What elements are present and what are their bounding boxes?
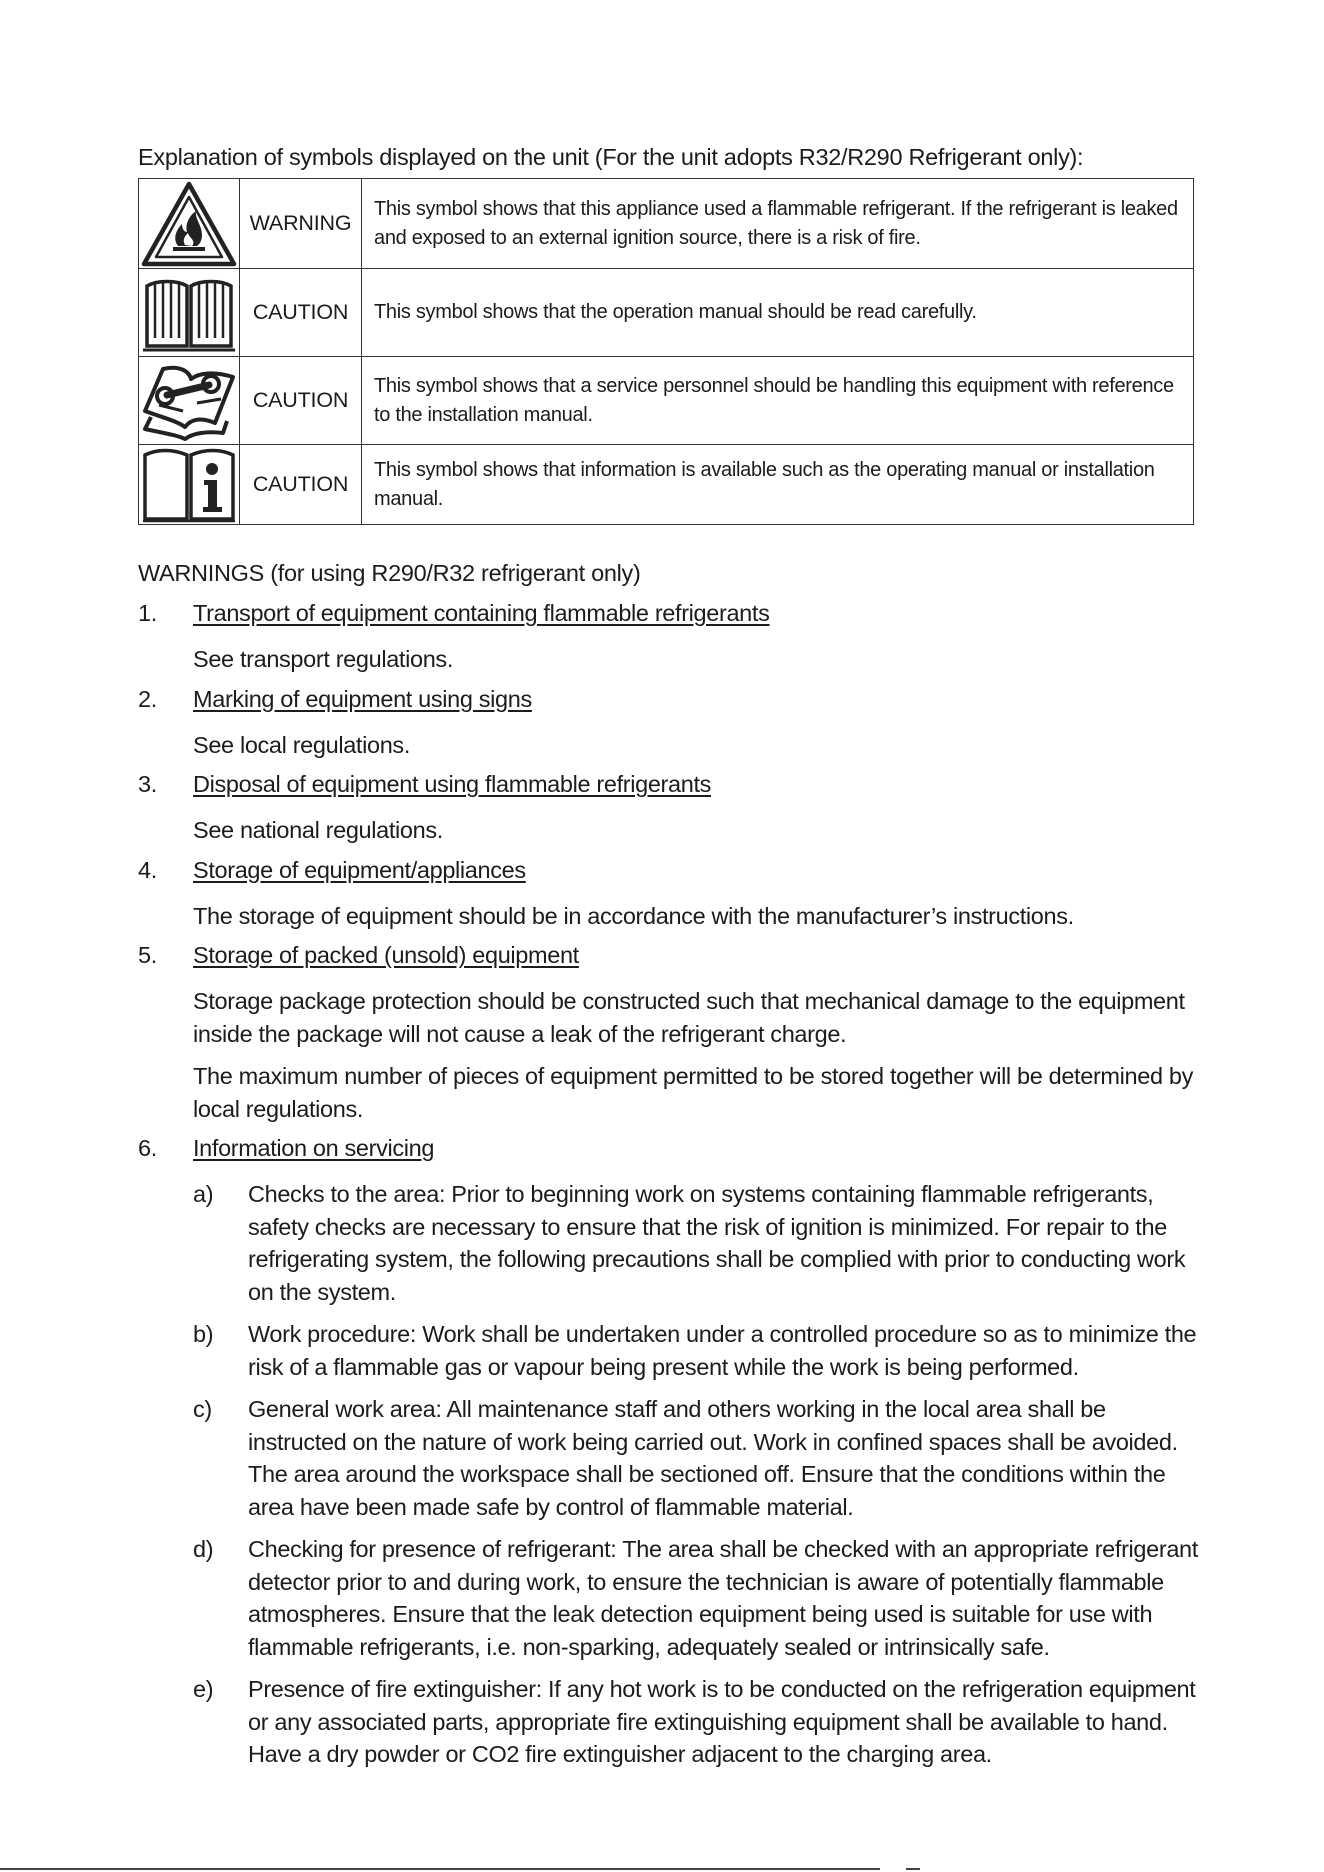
item-number: 6. xyxy=(138,1135,157,1161)
symbol-row-caution xyxy=(139,357,1194,445)
item-paragraph: The maximum number of pieces of equipment permitted to be stored together will be determined by local regulations. xyxy=(193,1063,1193,1122)
servicing-subitem xyxy=(193,1318,1198,1383)
symbol-row-warning xyxy=(139,179,1194,269)
symbol-description: This symbol shows that this appliance used a flammable refrigerant. If the refrigerant is leaked and exposed to an external ignition source, there is a risk of fire. xyxy=(362,179,1194,269)
operation-manual-icon xyxy=(139,269,240,357)
warning-item xyxy=(138,1135,1198,1771)
information-manual-icon xyxy=(139,445,240,525)
flammable-warning-icon xyxy=(139,179,240,269)
subitem-text: Checking for presence of refrigerant: The area shall be checked with an appropriate refrigerant detector prior to and during work, to ensure the technician is aware of potentially flammable atmospheres. Ensure that the leak detection equipment being used is suitable for use with flammable refrigerants, i.e. non-sparking, adequately sealed or intrinsically safe. xyxy=(248,1536,1198,1660)
servicing-subitem xyxy=(193,1178,1198,1308)
item-title: Transport of equipment containing flammable refrigerants xyxy=(193,600,770,626)
subitem-text: General work area: All maintenance staff and others working in the local area shall be instructed on the nature of work being carried out. Work in confined spaces shall be avoided. The area around the workspace shall be sectioned off. Ensure that the conditions within the area have been made safe by control of flammable material. xyxy=(248,1396,1178,1520)
subitem-text: Work procedure: Work shall be undertaken under a controlled procedure so as to minimize the risk of a flammable gas or vapour being present while the work is being performed. xyxy=(248,1321,1197,1380)
symbol-description: This symbol shows that information is available such as the operating manual or installation manual. xyxy=(362,445,1194,525)
item-title: Marking of equipment using signs xyxy=(193,685,532,712)
item-number: 1. xyxy=(138,600,157,626)
subitem-letter: d) xyxy=(193,1536,214,1562)
item-title: Storage of equipment/appliances xyxy=(193,856,526,883)
symbol-label: CAUTION xyxy=(240,269,362,357)
item-paragraph: See transport regulations. xyxy=(193,646,454,672)
symbols-heading: Explanation of symbols displayed on the unit (For the unit adopts R32/R290 Refrigerant only): xyxy=(138,144,1084,170)
warning-item xyxy=(138,686,1198,762)
subitem-text: Checks to the area: Prior to beginning work on systems containing flammable refrigerants, safety checks are necessary to ensure that the risk of ignition is minimized. For repair to the refrigerating system, the following precautions shall be complied with prior to conducting work on the system. xyxy=(248,1181,1186,1305)
warnings-list xyxy=(138,600,1198,1781)
subitem-text: Presence of fire extinguisher: If any hot work is to be conducted on the refrigeration equipment or any associated parts, appropriate fire extinguishing equipment shall be available to hand. Have a dry powder or CO2 fire extinguisher adjacent to the charging area. xyxy=(248,1676,1196,1767)
symbol-row-caution xyxy=(139,445,1194,525)
symbol-row-caution xyxy=(139,269,1194,357)
servicing-subitem xyxy=(193,1533,1198,1663)
item-number: 5. xyxy=(138,942,157,968)
footer-rule xyxy=(0,1868,880,1870)
symbols-table xyxy=(138,178,1194,525)
warning-item xyxy=(138,857,1198,933)
item-paragraph: Storage package protection should be constructed such that mechanical damage to the equipment inside the package will not cause a leak of the refrigerant charge. xyxy=(193,988,1185,1047)
subitem-letter: c) xyxy=(193,1396,212,1422)
symbol-label: CAUTION xyxy=(240,357,362,445)
warning-item xyxy=(138,600,1198,676)
subitem-letter: a) xyxy=(193,1181,214,1207)
subitem-letter: b) xyxy=(193,1321,214,1347)
service-manual-icon xyxy=(139,357,240,445)
item-number: 3. xyxy=(138,771,157,797)
servicing-subitem xyxy=(193,1393,1198,1523)
item-title: Storage of packed (unsold) equipment xyxy=(193,942,579,968)
subitem-letter: e) xyxy=(193,1676,214,1702)
symbol-label: WARNING xyxy=(240,179,362,269)
symbol-description: This symbol shows that a service personnel should be handling this equipment with reference to the installation manual. xyxy=(362,357,1194,445)
warning-item xyxy=(138,771,1198,847)
warnings-title: WARNINGS (for using R290/R32 refrigerant only) xyxy=(138,560,641,586)
item-paragraph: The storage of equipment should be in accordance with the manufacturer’s instructions. xyxy=(193,902,1074,929)
footer-rule-mark xyxy=(906,1868,920,1870)
symbol-description: This symbol shows that the operation manual should be read carefully. xyxy=(362,269,1194,357)
item-paragraph: See national regulations. xyxy=(193,817,443,843)
item-number: 2. xyxy=(138,685,157,712)
item-paragraph: See local regulations. xyxy=(193,731,410,758)
item-number: 4. xyxy=(138,856,157,883)
item-title: Information on servicing xyxy=(193,1135,435,1161)
symbol-label: CAUTION xyxy=(240,445,362,525)
servicing-subitem xyxy=(193,1673,1198,1771)
warning-item xyxy=(138,942,1198,1125)
item-title: Disposal of equipment using flammable refrigerants xyxy=(193,771,712,797)
